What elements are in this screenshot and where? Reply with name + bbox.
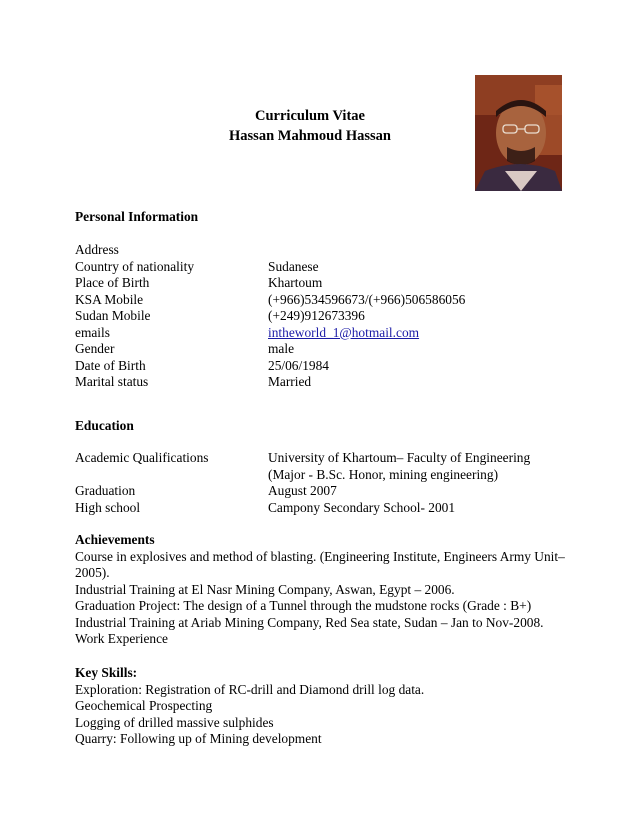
field-label: Country of nationality	[75, 258, 195, 274]
field-label: emails	[75, 324, 110, 340]
achievements-list	[75, 548, 565, 648]
key-skills-heading: Key Skills:	[75, 665, 138, 680]
list-item: Quarry: Following up of Mining development	[75, 731, 322, 746]
field-value: (+966)534596673/(+966)506586056	[268, 291, 466, 307]
personal-row-nationality	[75, 259, 555, 275]
list-item: Exploration: Registration of RC-drill and Diamond drill log data.	[75, 681, 425, 697]
personal-row-date-of-birth	[75, 358, 555, 374]
field-label: Academic Qualifications	[75, 450, 209, 465]
field-value: August 2007	[268, 483, 337, 498]
email-link[interactable]: intheworld_1@hotmail.com	[268, 324, 420, 340]
list-item: Industrial Training at El Nasr Mining Company, Aswan, Egypt – 2006.	[75, 581, 455, 597]
field-value: (+249)912673396	[268, 308, 365, 323]
field-value: Married	[268, 374, 312, 389]
field-label: KSA Mobile	[75, 291, 144, 307]
field-value: University of Khartoum– Faculty of Engineering	[268, 450, 531, 465]
field-label: Place of Birth	[75, 275, 150, 290]
field-value: Sudanese	[268, 258, 319, 274]
field-value: 25/06/1984	[268, 357, 330, 373]
personal-row-address	[75, 242, 555, 258]
list-item: Course in explosives and method of blasting. (Engineering Institute, Engineers Army Unit–	[75, 548, 565, 564]
field-value: Khartoum	[268, 275, 323, 290]
list-item: Industrial Training at Ariab Mining Company, Red Sea state, Sudan – Jan to Nov-2008.	[75, 614, 544, 630]
personal-row-marital-status	[75, 374, 555, 390]
field-value: (Major - B.Sc. Honor, mining engineering)	[268, 466, 499, 482]
personal-info-heading: Personal Information	[75, 209, 199, 224]
field-value: male	[268, 341, 295, 356]
field-label: Date of Birth	[75, 357, 146, 373]
education-row-high-school	[75, 500, 555, 516]
field-label: Marital status	[75, 374, 149, 389]
list-item: Logging of drilled massive sulphides	[75, 714, 274, 730]
personal-row-place-of-birth	[75, 275, 555, 291]
education-row-qualifications	[75, 450, 555, 466]
personal-row-ksa-mobile	[75, 292, 555, 308]
list-item: 2005).	[75, 565, 110, 580]
field-label: Gender	[75, 341, 115, 356]
document-title: Curriculum Vitae	[255, 108, 365, 124]
personal-row-emails	[75, 325, 555, 341]
field-value: Campony Secondary School- 2001	[268, 499, 456, 515]
personal-row-gender	[75, 341, 555, 357]
candidate-name: Hassan Mahmoud Hassan	[229, 128, 391, 144]
list-item: Graduation Project: The design of a Tunnel through the mudstone rocks (Grade : B+)	[75, 598, 532, 613]
field-label: Address	[75, 242, 119, 257]
profile-photo	[475, 75, 562, 191]
education-row-graduation	[75, 483, 555, 499]
field-label: Graduation	[75, 483, 136, 498]
list-item: Geochemical Prospecting	[75, 698, 213, 713]
education-heading: Education	[75, 418, 134, 433]
key-skills-list	[75, 682, 545, 748]
achievements-heading: Achievements	[75, 532, 155, 547]
education-row-major	[75, 467, 555, 483]
list-item: Work Experience	[75, 631, 168, 646]
field-label: High school	[75, 499, 141, 515]
field-label: Sudan Mobile	[75, 308, 151, 323]
personal-row-sudan-mobile	[75, 308, 555, 324]
